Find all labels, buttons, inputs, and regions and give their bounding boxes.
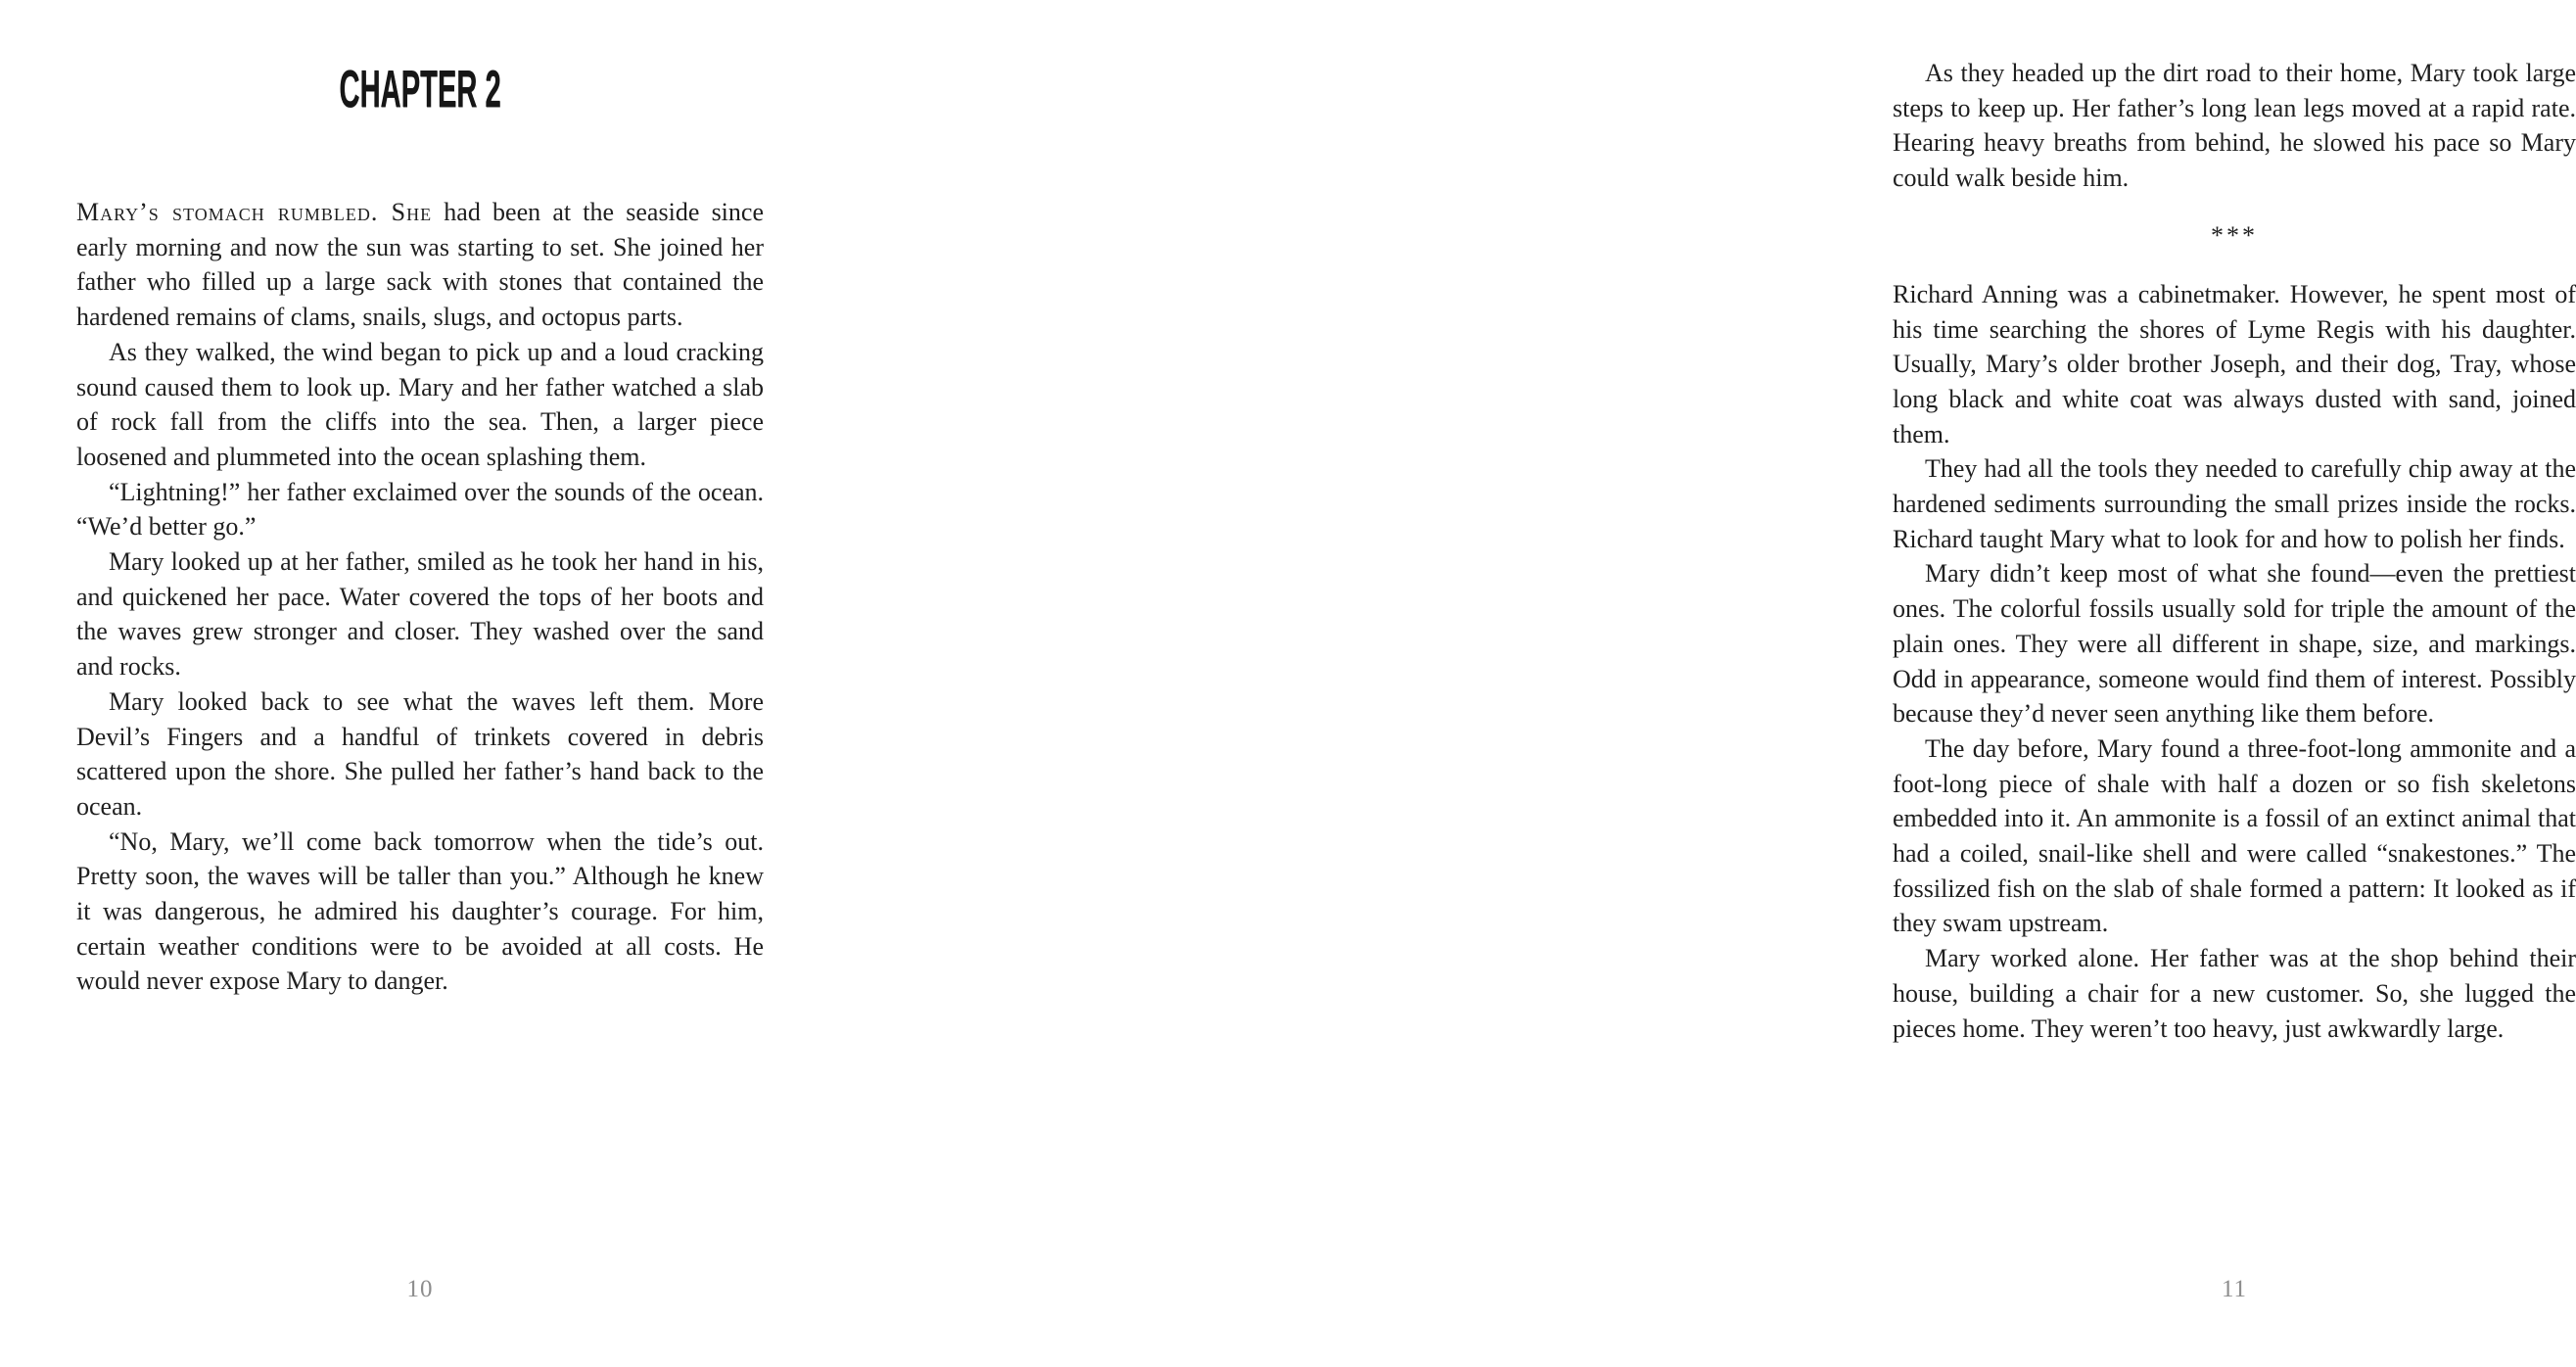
paragraph: Mary looked back to see what the waves left them. More Devil’s Fingers and a handful of trinkets covered in debris scattered upon the shore. She pulled her father’s hand back to the ocean. <box>76 686 764 821</box>
paragraph-opening <box>76 195 764 335</box>
scene-break-separator: *** <box>2211 220 2258 250</box>
paragraph: As they walked, the wind began to pick up and a loud cracking sound caused them to look up. Mary and her father watched a slab of rock fall from the cliffs into the sea. Then, a larger piece loosened and plummeted into the ocean splashing them. <box>76 337 764 471</box>
page-left-body <box>76 195 764 999</box>
paragraph: Mary looked up at her father, smiled as he took her hand in his, and quickened her pace. Water covered the tops of her boots and the waves grew stronger and closer. They washed over the sand and rocks. <box>76 547 764 682</box>
paragraph: “Lightning!” her father exclaimed over the sounds of the ocean. “We’d better go.” <box>76 477 764 542</box>
page-right <box>885 0 2576 1367</box>
paragraph: Mary worked alone. Her father was at the shop behind their house, building a chair for a new customer. So, she lugged the pieces home. They weren’t too heavy, just awkwardly large. <box>1893 944 2576 1043</box>
chapter-heading-wrap <box>76 60 764 118</box>
page-left <box>0 0 885 1367</box>
paragraph: “No, Mary, we’ll come back tomorrow when the tide’s out. Pretty soon, the waves will be taller than you.” Although he knew it was dangerous, he admired his daughter’s courage. For him, certain weather conditions were to be avoided at all costs. He would never expose Mary to danger. <box>76 826 764 996</box>
page-number-left: 10 <box>406 1276 434 1302</box>
lead-in-small-caps: Mary’s stomach rumbled. She <box>76 198 433 226</box>
paragraph: The day before, Mary found a three-foot-long ammonite and a foot-long piece of shale with half a dozen or so fish skeletons embedded into it. An ammonite is a fossil of an extinct animal that had a coiled, snail-like shell and were called “snakestones.” The fossilized fish on the slab of shale formed a pattern: It looked as if they swam upstream. <box>1893 733 2576 938</box>
paragraph: As they headed up the dirt road to their home, Mary took large steps to keep up. Her father’s long lean legs moved at a rapid rate. Hearing heavy breaths from behind, he slowed his pace so Mary could walk beside him. <box>1893 59 2576 193</box>
paragraph: They had all the tools they needed to carefully chip away at the hardened sediments surrounding the small prizes inside the rocks. Richard taught Mary what to look for and how to polish her finds. <box>1893 454 2576 553</box>
chapter-heading: CHAPTER 2 <box>339 60 501 118</box>
page-right-body <box>1893 56 2576 1046</box>
paragraph-text: had been at the seaside since early morning and now the sun was starting to set. She joined her father who filled up a large sack with stones that contained the hardened remains of clams, snails, slugs, and octopus parts. <box>76 198 764 332</box>
page-number-right: 11 <box>2221 1276 2248 1302</box>
paragraph: Richard Anning was a cabinetmaker. However, he spent most of his time searching the shores of Lyme Regis with his daughter. Usually, Mary’s older brother Joseph, and their dog, Tray, whose long black and white coat was always dusted with sand, joined them. <box>1893 279 2576 448</box>
paragraph: Mary didn’t keep most of what she found—even the prettiest ones. The colorful fossils usually sold for triple the amount of the plain ones. They were all different in shape, size, and markings. Odd in appearance, someone would find them of interest. Possibly because they’d never seen anything like them before. <box>1893 559 2576 729</box>
